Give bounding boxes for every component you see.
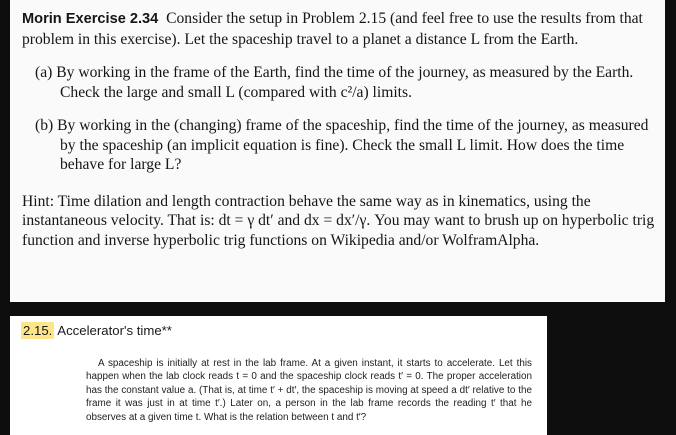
problem-title: Accelerator's time**: [57, 323, 172, 338]
exercise-part-a: [22, 63, 655, 102]
exercise-intro-text: Consider the setup in Problem 2.15 (and feel free to use the results from that problem in this exercise). Let the spaceship travel to a planet a distance L from the Earth.: [22, 10, 643, 48]
exercise-panel: [10, 0, 665, 302]
problem-panel: [10, 316, 547, 435]
exercise-label: Morin Exercise 2.34: [22, 11, 159, 27]
problem-text: A spaceship is initially at rest in the lab frame. At a given instant, it starts to accelerate. Let this happen when the lab clock reads t = 0 and the spaceship clock reads t′ = 0. The proper acceleration has the constant value a. (That is, at time t′ + dt′, the spaceship is moving at speed a dt′ relative to the frame it was just in at time t′.) Later on, a person in the lab frame records the reading t′ that he observes at a given time t. What is the relation between t and t′?: [86, 358, 532, 423]
exercise-hint: Hint: Time dilation and length contraction behave the same way as in kinematics, using the instantaneous velocity. That is: dt = γ dt′ and dx = dx′/γ. You may want to brush up on hyperbolic trig function and inverse hyperbolic trig functions on Wikipedia and/or WolframAlpha.: [22, 192, 655, 249]
part-b-marker: (b): [35, 117, 54, 134]
exercise-intro: [22, 9, 655, 49]
problem-heading: [21, 323, 172, 338]
part-a-marker: (a): [35, 64, 53, 81]
part-b-text: By working in the (changing) frame of the spaceship, find the time of the journey, as measured by the spaceship (an implicit equation is fine). Check the small L limit. How does the time behave for large L?: [57, 117, 649, 173]
exercise-part-b: [22, 116, 655, 175]
problem-number: 2.15.: [23, 323, 53, 338]
part-a-text: By working in the frame of the Earth, find the time of the journey, as measured by the Earth. Check the large and small L (compared with c²/a) limits.: [56, 64, 634, 101]
